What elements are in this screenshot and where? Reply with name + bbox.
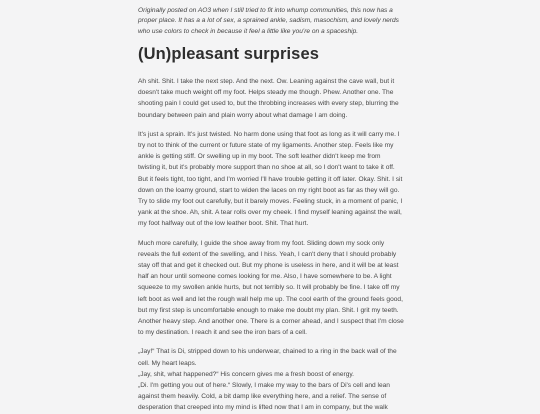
paragraph: Ah shit. Shit. I take the next step. And the next. Ow. Leaning against the cave wall, but it doesn't take much weight off my foot. Helps steady me though. Phew. Another one. The shooting pain I could get used to, but the throbbing increases with every step, blurring the boundary between pain and plain worry about what damage I am doing. [138,77,399,119]
paragraph: Much more carefully, I guide the shoe away from my foot. Sliding down my sock only reveals the full extent of the swelling, and I hiss. Yeah, I can't deny that I should probably stay off that and get it checked out. But my phone is useless in here, and it will be at least half an hour until someone comes looking for me. Also, I have somewhere to be. A light squeeze to my swollen ankle hurts, but not terribly so. It will probably be fine. I take off my left boot as well and let the rough wall help me up. The cool earth of the ground feels good, but my first step is uncomfortable enough to make me doubt my plan. Shit. I grit my teeth. Another heavy step. And another one. There is a corner ahead, and I suspect that I'm close to my destination. I reach it and see the iron bars of a cell. [138,239,404,337]
intro-note: Originally posted on AO3 when I still tried to fit into whump communities, this now has a proper place. It has a a lot of sex, a sprained ankle, sadism, masochism, and lovely nerds who use colors to check in because it feel a little like you're on a spaceship. [138,7,399,35]
dialog-line: „Jay, shit, what happened?“ His concern gives me a fresh boost of energy. [138,370,354,378]
paragraph: It's just a sprain. It's just twisted. No harm done using that foot as long as it will carry me. I try not to think of the current or future state of my ligaments. Another step. Feels like my ankle is getting stiff. Or swelling up in my boot. The soft leather didn't keep me from twisting it, but it's probably more support than no shoe at all, so I don't want to take it off. But it feels tight, too tight, and I'm worried I'll have trouble getting it off later. Okay. Shit. I sit down on the loamy ground, start to widen the laces on my right boot as far as they will go. Try to slide my foot out carefully, but it barely moves. Feeling stuck, in a moment of panic, I yank at the shoe. Ah, shit. A tear rolls over my cheek. I find myself leaning against the wall, my foot halfway out of the low leather boot. Shit. That hurt. [138,130,403,228]
dialog-line: „Di. I'm getting you out of here.“ Slowly, I make my way to the bars of Di's cell and lean against them heavily. Cold, a bit damp like everything here, and a relief. The sense of desperation that creeped into my mind is lifted now that I am in company, but the walk [138,381,390,412]
story-title: (Un)pleasant surprises [138,44,320,63]
dialog-line: „Jay!“ That is Di, stripped down to his underwear, chained to a ring in the back wall of the cell. My heart leaps. [138,348,397,367]
